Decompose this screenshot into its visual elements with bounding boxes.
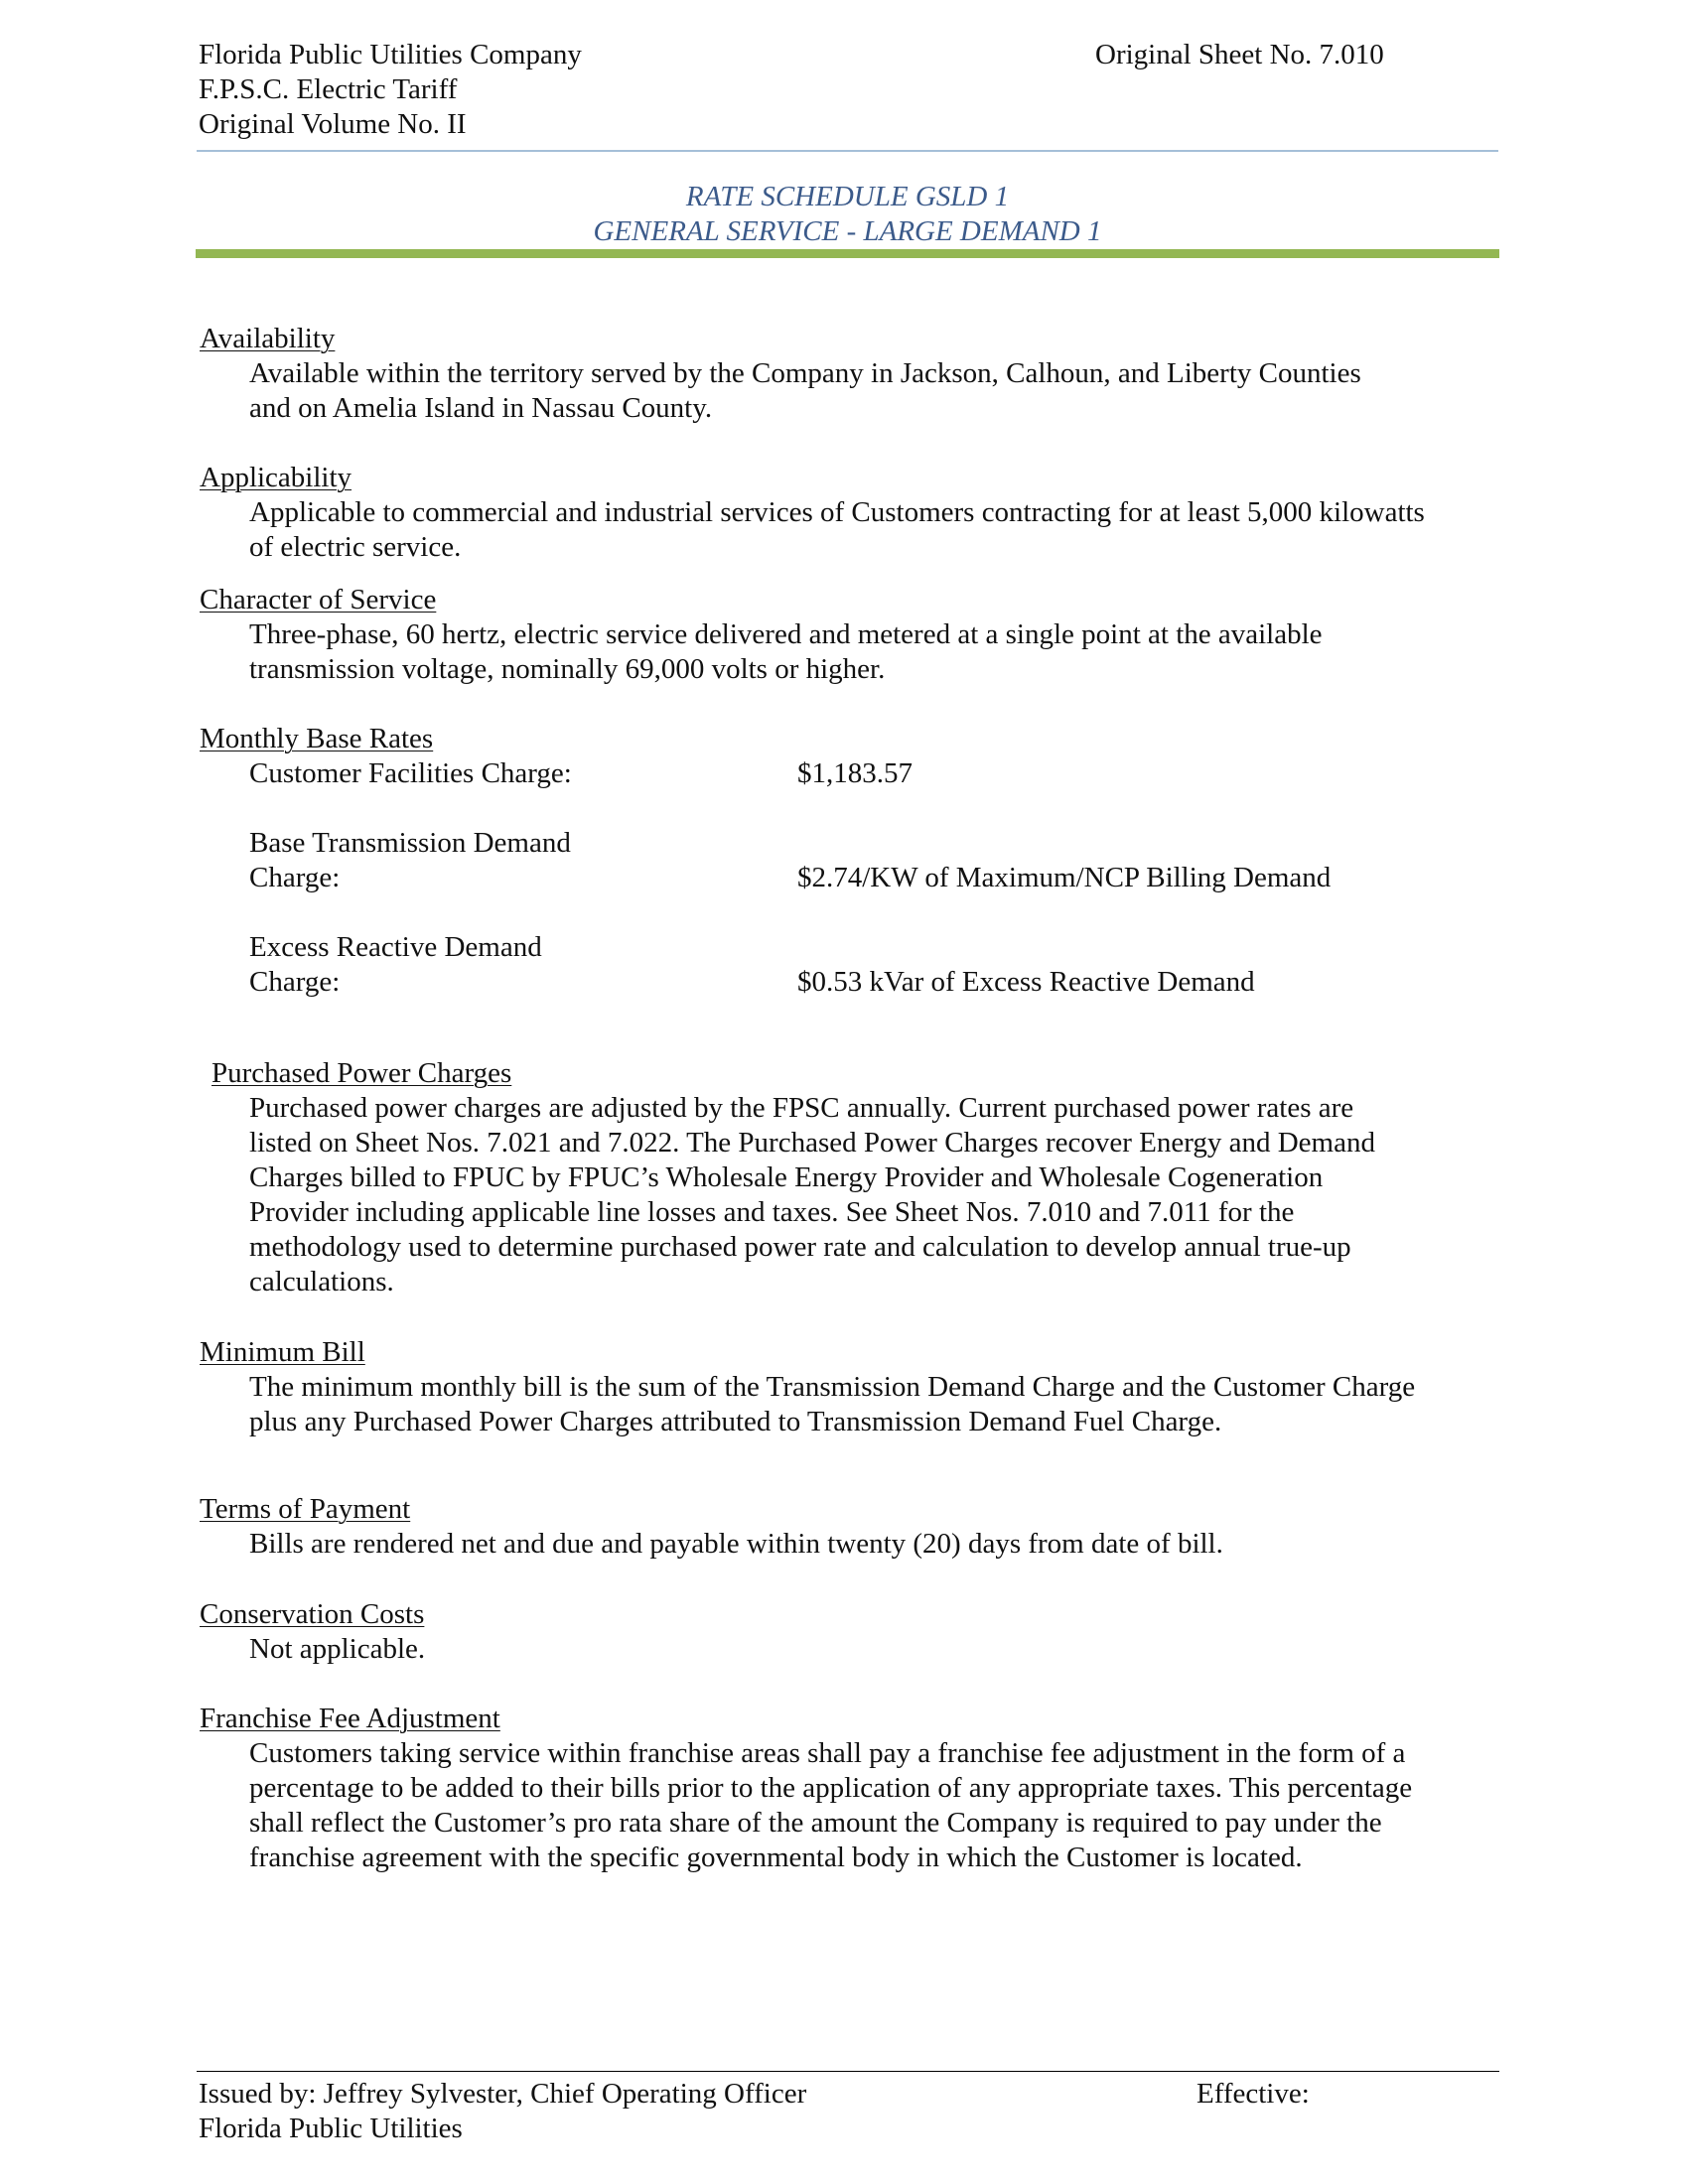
excess-reactive-label [249, 930, 746, 1000]
minimum-bill-line: plus any Purchased Power Charges attributed to Transmission Demand Fuel Charge. [249, 1406, 1222, 1437]
character-of-service-section [200, 583, 1500, 687]
availability-line: Available within the territory served by the Company in Jackson, Calhoun, and Liberty Counties [249, 357, 1361, 389]
availability-section [200, 322, 1500, 426]
transmission-demand-label-line: Charge: [249, 862, 341, 893]
transmission-demand-label-line: Base Transmission Demand [249, 827, 571, 859]
conservation-heading: Conservation Costs [200, 1598, 425, 1630]
conservation-text: Not applicable. [249, 1633, 426, 1665]
franchise-line: franchise agreement with the specific governmental body in which the Customer is located. [249, 1842, 1303, 1873]
minimum-bill-section [200, 1335, 1500, 1439]
title-line-1: RATE SCHEDULE GSLD 1 [685, 181, 1010, 212]
purchased-power-text [249, 1091, 1500, 1299]
availability-heading: Availability [200, 323, 336, 354]
terms-of-payment-section [200, 1492, 1500, 1562]
footer-issued-by: Issued by: Jeffrey Sylvester, Chief Operating Officer [199, 2078, 807, 2110]
header-tariff: F.P.S.C. Electric Tariff [199, 73, 458, 105]
character-heading: Character of Service [200, 584, 437, 615]
minimum-bill-line: The minimum monthly bill is the sum of the Transmission Demand Charge and the Customer Charge [249, 1371, 1416, 1403]
purchased-power-line: Purchased power charges are adjusted by the FPSC annually. Current purchased power rates are [249, 1092, 1354, 1124]
applicability-section [200, 461, 1500, 565]
applicability-text [249, 495, 1500, 565]
title-line-2: GENERAL SERVICE - LARGE DEMAND 1 [593, 215, 1102, 247]
character-line: Three-phase, 60 hertz, electric service delivered and metered at a single point at the available [249, 618, 1323, 650]
terms-heading: Terms of Payment [200, 1493, 411, 1525]
base-rates-heading: Monthly Base Rates [200, 723, 434, 754]
footer-company: Florida Public Utilities [199, 2113, 463, 2144]
purchased-power-line: calculations. [249, 1266, 394, 1297]
purchased-power-heading: Purchased Power Charges [211, 1057, 512, 1089]
rate-schedule-title [197, 180, 1498, 249]
excess-reactive-value: $0.53 kVar of Excess Reactive Demand [797, 966, 1255, 998]
franchise-fee-section [200, 1702, 1500, 1875]
purchased-power-section [200, 1056, 1500, 1299]
minimum-bill-heading: Minimum Bill [200, 1336, 365, 1368]
footer-effective: Effective: [1196, 2078, 1310, 2110]
transmission-demand-charge-row [249, 826, 1500, 895]
header-company: Florida Public Utilities Company [199, 39, 582, 70]
applicability-line: Applicable to commercial and industrial services of Customers contracting for at least 5,000 kilowatts [249, 496, 1425, 528]
character-text [249, 617, 1500, 687]
customer-facilities-charge-row [249, 756, 1500, 791]
header-volume: Original Volume No. II [199, 108, 467, 140]
character-line: transmission voltage, nominally 69,000 volts or higher. [249, 653, 886, 685]
excess-reactive-demand-charge-row [249, 930, 1500, 1000]
purchased-power-line: methodology used to determine purchased power rate and calculation to develop annual true-up [249, 1231, 1351, 1263]
applicability-line: of electric service. [249, 531, 462, 563]
header-left-block [199, 38, 582, 142]
purchased-power-line: Provider including applicable line losses and taxes. See Sheet Nos. 7.010 and 7.011 for the [249, 1196, 1295, 1228]
franchise-text [249, 1736, 1500, 1875]
franchise-heading: Franchise Fee Adjustment [200, 1703, 500, 1734]
franchise-line: shall reflect the Customer’s pro rata share of the amount the Company is required to pay under the [249, 1807, 1382, 1839]
transmission-demand-label [249, 826, 746, 895]
applicability-heading: Applicability [200, 462, 352, 493]
footer-left-block [199, 2077, 806, 2146]
customer-facilities-label: Customer Facilities Charge: [249, 757, 572, 789]
purchased-power-line: Charges billed to FPUC by FPUC’s Wholesale Energy Provider and Wholesale Cogeneration [249, 1161, 1324, 1193]
customer-facilities-value: $1,183.57 [797, 757, 913, 789]
header-sheet-number: Original Sheet No. 7.010 [1095, 39, 1384, 70]
transmission-demand-value: $2.74/KW of Maximum/NCP Billing Demand [797, 862, 1332, 893]
monthly-base-rates-section [200, 722, 1500, 1000]
franchise-line: Customers taking service within franchise areas shall pay a franchise fee adjustment in the form of a [249, 1737, 1406, 1769]
availability-text [249, 356, 1500, 426]
excess-reactive-label-line: Excess Reactive Demand [249, 931, 542, 963]
excess-reactive-label-line: Charge: [249, 966, 341, 998]
title-divider [196, 249, 1499, 258]
footer-divider [197, 2071, 1499, 2072]
header-divider [197, 150, 1498, 152]
conservation-costs-section [200, 1597, 1500, 1667]
purchased-power-line: listed on Sheet Nos. 7.021 and 7.022. The Purchased Power Charges recover Energy and Demand [249, 1127, 1375, 1159]
terms-text: Bills are rendered net and due and payable within twenty (20) days from date of bill. [249, 1528, 1223, 1560]
franchise-line: percentage to be added to their bills prior to the application of any appropriate taxes. This percentage [249, 1772, 1413, 1804]
availability-line: and on Amelia Island in Nassau County. [249, 392, 713, 424]
minimum-bill-text [249, 1370, 1500, 1439]
